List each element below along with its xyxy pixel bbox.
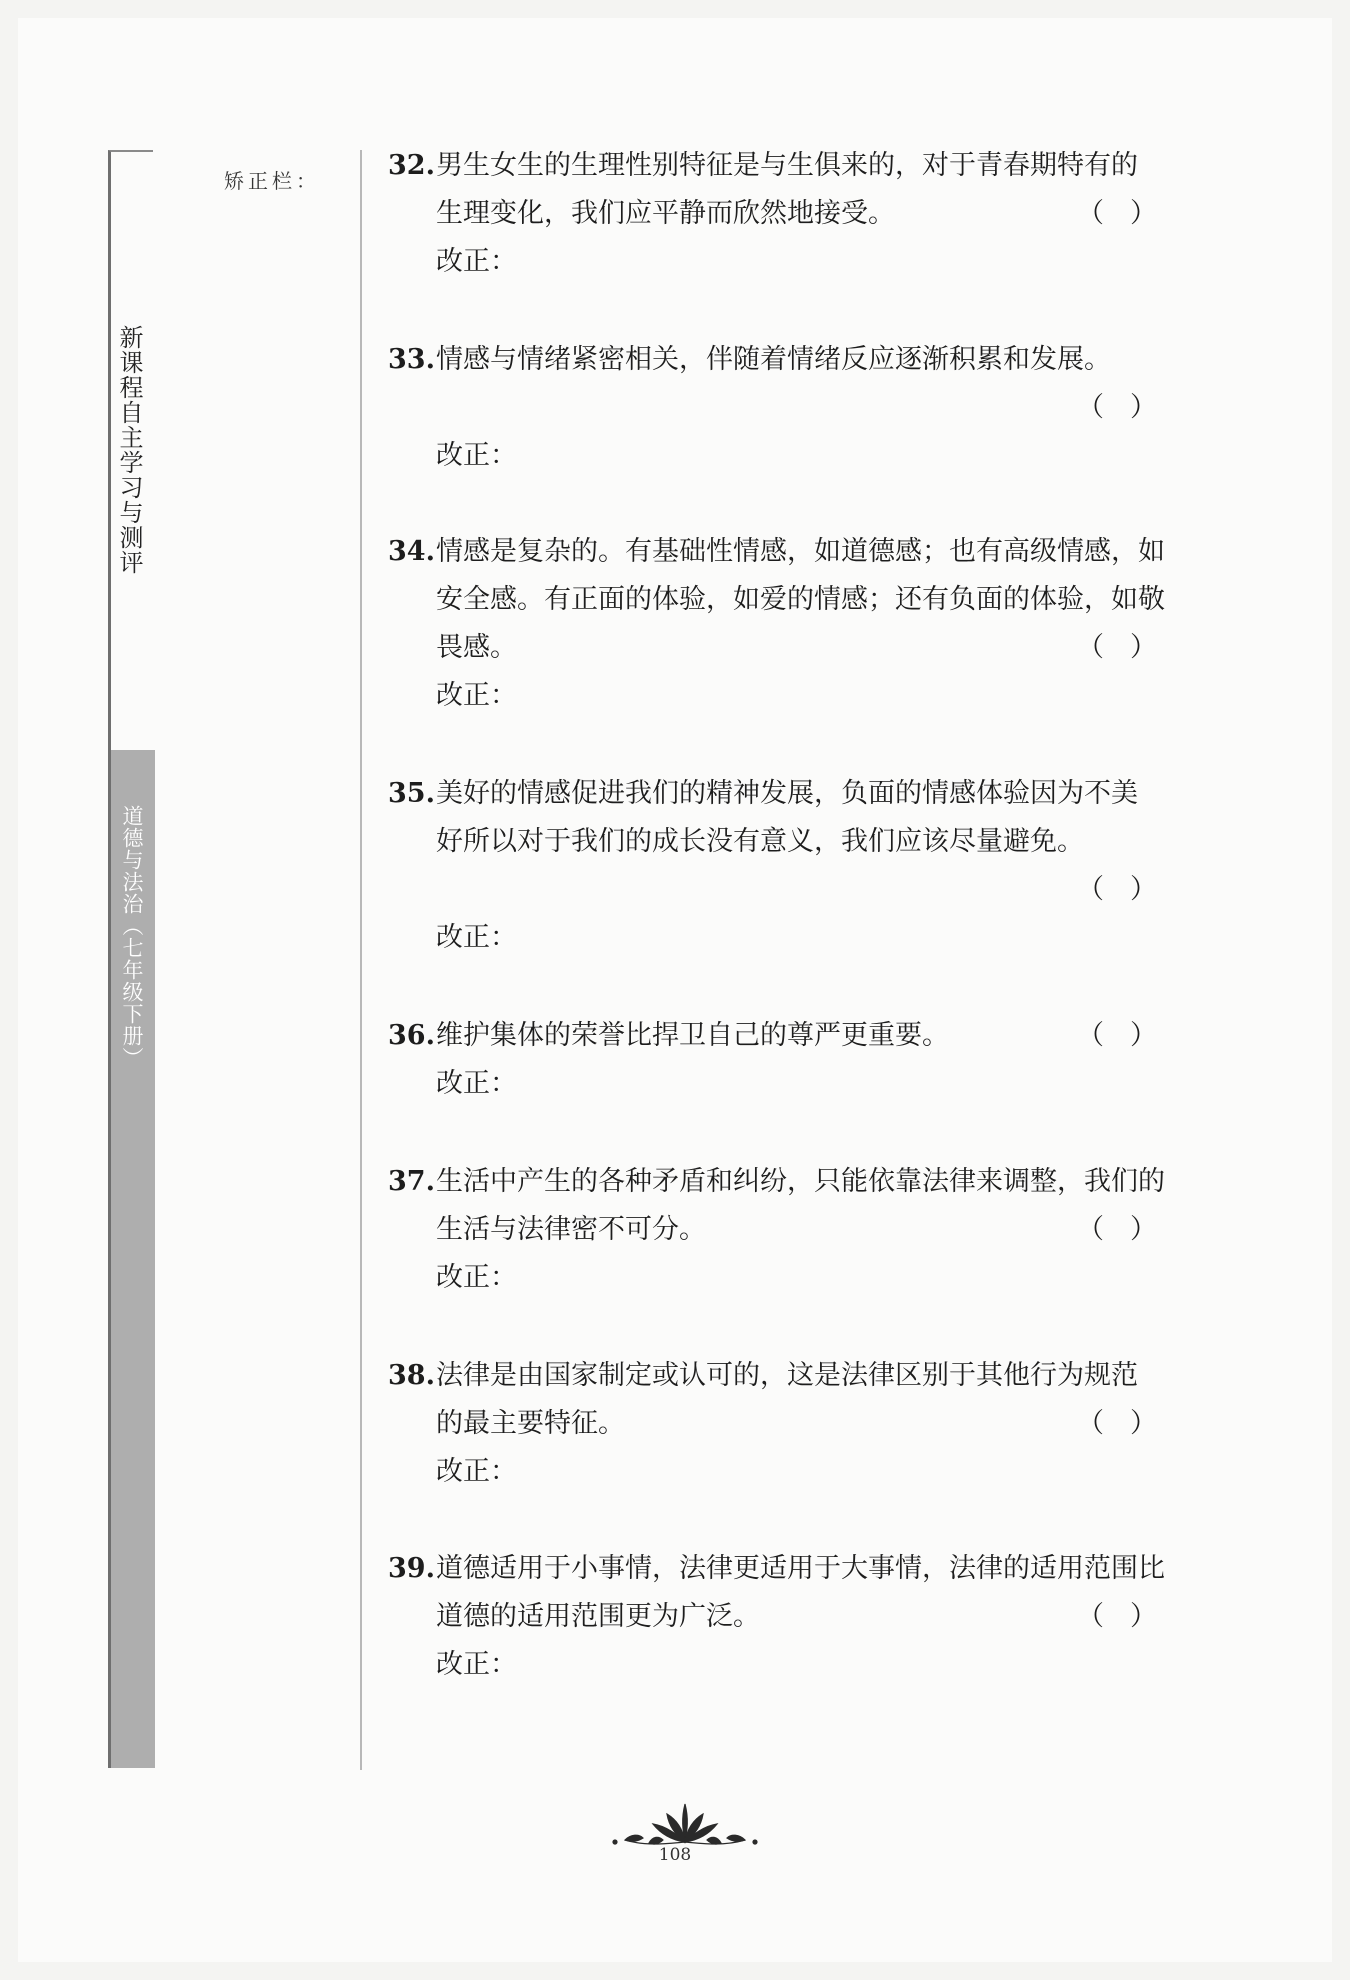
floral-ornament-icon [605,1790,765,1850]
answer-bracket[interactable]: （ ） [1077,874,1157,905]
answer-bracket[interactable]: （ ） [1077,1601,1157,1632]
question-text: 情感是复杂的。有基础性情感，如道德感；也有高级情感，如 [436,536,1165,567]
question-37 [388,1158,1163,1302]
question-39 [388,1545,1163,1689]
question-text: 畏感。 [436,632,517,663]
correction-label: 改正： [436,922,517,953]
correction-label: 改正： [436,246,517,277]
question-text: 美好的情感促进我们的精神发展，负面的情感体验因为不美 [436,778,1138,809]
correction-label: 改正： [436,1068,517,1099]
question-36 [388,1012,1163,1108]
question-number: 39. [388,1553,435,1584]
question-text: 法律是由国家制定或认可的，这是法律区别于其他行为规范 [436,1360,1138,1391]
question-32 [388,142,1163,286]
page-number: 108 [658,1845,692,1865]
question-text: 好所以对于我们的成长没有意义，我们应该尽量避免。 [436,826,1084,857]
question-text: 维护集体的荣誉比捍卫自己的尊严更重要。 [436,1020,949,1051]
correction-label: 改正： [436,440,517,471]
question-34 [388,528,1163,720]
book-title: 道德与法治（七年级下册） [120,805,144,1069]
question-number: 38. [388,1360,435,1391]
question-33 [388,336,1163,480]
question-text: 道德适用于小事情，法律更适用于大事情，法律的适用范围比 [436,1553,1165,1584]
question-text: 生活与法律密不可分。 [436,1214,706,1245]
correction-label: 改正： [436,1649,517,1680]
answer-bracket[interactable]: （ ） [1077,632,1157,663]
question-number: 34. [388,536,435,567]
correction-label: 改正： [436,680,517,711]
question-number: 36. [388,1020,435,1051]
answer-bracket[interactable]: （ ） [1077,198,1157,229]
correction-label: 改正： [436,1456,517,1487]
question-text: 道德的适用范围更为广泛。 [436,1601,760,1632]
answer-bracket[interactable]: （ ） [1077,1408,1157,1439]
question-number: 33. [388,344,435,375]
question-38 [388,1352,1163,1496]
question-text: 男生女生的生理性别特征是与生俱来的，对于青春期特有的 [436,150,1138,181]
correction-column-label: 矫正栏： [224,169,320,193]
column-divider [360,150,362,1770]
question-text: 生活中产生的各种矛盾和纠纷，只能依靠法律来调整，我们的 [436,1166,1165,1197]
question-text: 情感与情绪紧密相关，伴随着情绪反应逐渐积累和发展。 [436,344,1111,375]
series-title: 新课程自主学习与测评 [115,325,143,575]
answer-bracket[interactable]: （ ） [1077,1214,1157,1245]
question-text: 生理变化，我们应平静而欣然地接受。 [436,198,895,229]
question-35 [388,770,1163,962]
answer-bracket[interactable]: （ ） [1077,1020,1157,1051]
question-number: 37. [388,1166,435,1197]
question-text: 安全感。有正面的体验，如爱的情感；还有负面的体验，如敬 [436,584,1165,615]
correction-label: 改正： [436,1262,517,1293]
question-text: 的最主要特征。 [436,1408,625,1439]
question-number: 35. [388,778,435,809]
question-number: 32. [388,150,435,181]
answer-bracket[interactable]: （ ） [1077,392,1157,423]
